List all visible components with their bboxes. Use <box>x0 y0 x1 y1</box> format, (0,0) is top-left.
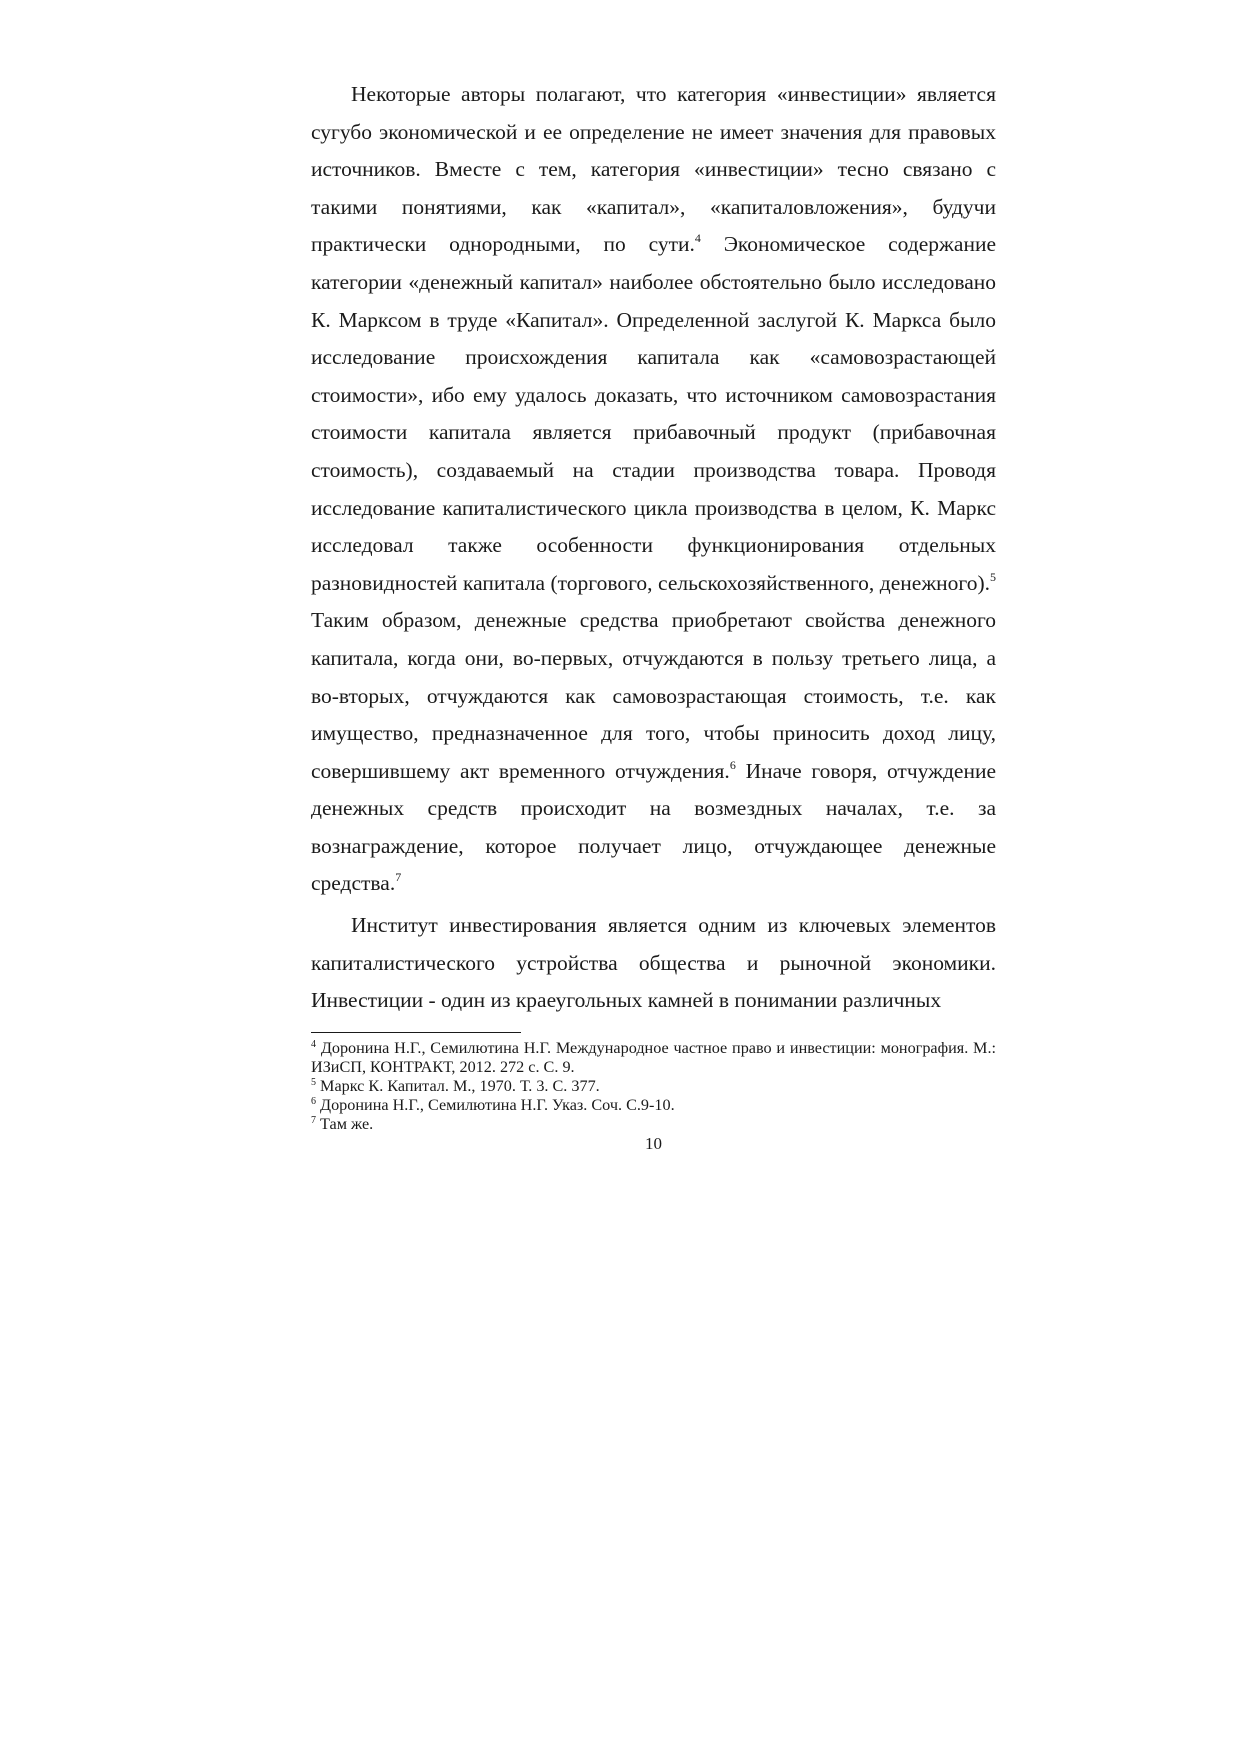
footnote-ref[interactable]: 4 <box>694 231 701 246</box>
page-body <box>311 76 996 1134</box>
footnote-number: 4 <box>311 1038 316 1050</box>
footnote-number: 6 <box>311 1095 316 1107</box>
paragraph-text: Таким образом, денежные средства приобретают свойства денежного капитала, когда они, во-первых, отчуждаются в пользу третьего лица, а во-вторых, отчуждаются как самовозрастающая стоимость, т.е. как имущество, предназначенное для того, чтобы приносить доход лицу, совершившему акт временного отчуждения. <box>311 608 996 783</box>
footnote-ref[interactable]: 5 <box>990 569 996 584</box>
footnote-ref[interactable]: 6 <box>729 757 736 772</box>
footnotes <box>311 1039 996 1134</box>
paragraph-text: Институт инвестирования является одним из ключевых элементов капиталистического устройства общества и рыночной экономики. Инвестиции - один из краеугольных камней в понимании различных <box>311 913 996 1013</box>
page-number: 10 <box>645 1134 662 1153</box>
footnote-text: Доронина Н.Г., Семилютина Н.Г. Международное частное право и инвестиции: монография. М.: ИЗиСП, КОНТРАКТ, 2012. 272 с. С. 9. <box>311 1038 996 1076</box>
paragraph-text: Некоторые авторы полагают, что категория «инвестиции» является сугубо экономической и ее определение не имеет значения для правовых источников. Вместе с тем, категория «инвестиции» тесно связано с такими понятиями, как «капитал», «капиталовложения», будучи практически однородными, по сути. <box>311 82 996 257</box>
paragraph-text: Иначе говоря, отчуждение денежных средств происходит на возмездных началах, т.е. за вознаграждение, которое получает лицо, отчуждающее денежные средства. <box>311 758 996 896</box>
footnote-text: Доронина Н.Г., Семилютина Н.Г. Указ. Соч. С.9-10. <box>316 1095 675 1114</box>
footnote-text: Маркс К. Капитал. М., 1970. Т. 3. С. 377. <box>316 1076 600 1095</box>
footnote-ref[interactable]: 7 <box>395 870 402 885</box>
footnote <box>311 1096 996 1115</box>
paragraph <box>311 76 996 903</box>
footnote <box>311 1077 996 1096</box>
footnote-text: Там же. <box>316 1114 374 1133</box>
footnote <box>311 1039 996 1077</box>
footnote <box>311 1115 996 1134</box>
footnote-number: 7 <box>311 1114 316 1126</box>
paragraph <box>311 907 996 1020</box>
footnote-separator <box>311 1032 521 1033</box>
paragraph-text: Экономическое содержание категории «денежный капитал» наиболее обстоятельно было исследовано К. Марксом в труде «Капитал». Определенной заслугой К. Маркса было исследование происхождения капитала как «самовозрастающей стоимости», ибо ему удалось доказать, что источником самовозрастания стоимости капитала является прибавочный продукт (прибавочная стоимость), создаваемый на стадии производства товара. Проводя исследование капиталистического цикла производства в целом, К. Маркс исследовал также особенности функционирования отдельных разновидностей капитала (торгового, сельскохозяйственного, денежного). <box>311 232 996 595</box>
footnote-number: 5 <box>311 1076 316 1088</box>
